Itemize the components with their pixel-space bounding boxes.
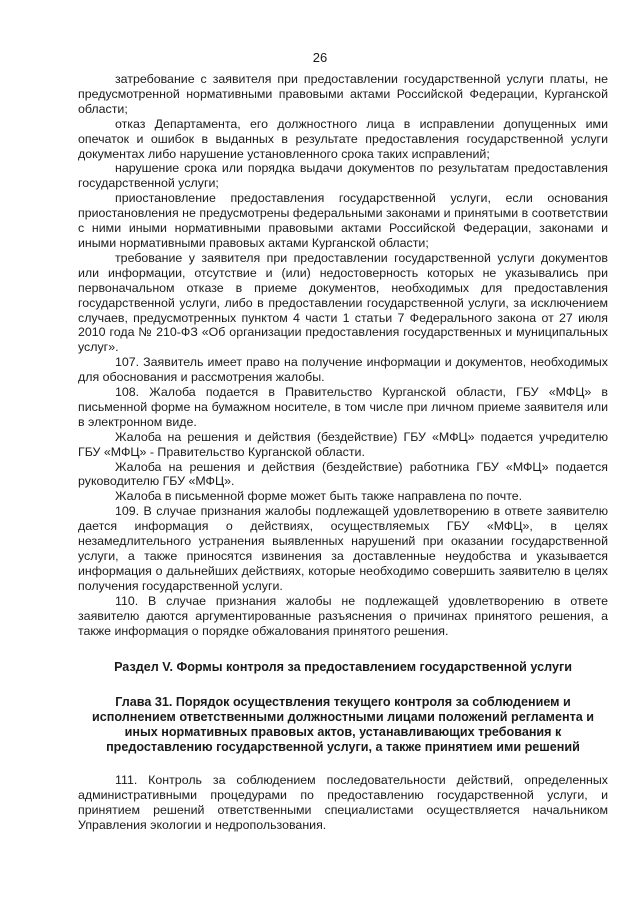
paragraph: требование у заявителя при предоставлении государственной услуги документов или информации, отсутствие и (или) недостоверность которых не указывались при первоначальном отказе в приеме документов, необходимых для предоставления государственной услуги, либо в предоставлении государственной услуги, за исключением случаев, предусмотренных пунктом 4 части 1 статьи 7 Федерального закона от 27 июля 2010 года № 210-ФЗ «Об организации предоставления государственных и муниципальных услуг».	[78, 250, 608, 355]
paragraph: затребование с заявителя при предоставлении государственной услуги платы, не предусмотренной нормативными правовыми актами Российской Федерации, Курганской области;	[78, 72, 608, 116]
paragraph: приостановление предоставления государственной услуги, если основания приостановления не предусмотрены федеральными законами и принятыми в соответствии с ними иными нормативными правовыми актами Российской Федерации, законами и иными нормативными правовых актами Курганской области;	[78, 191, 608, 250]
paragraph: 108. Жалоба подается в Правительство Курганской области, ГБУ «МФЦ» в письменной форме на бумажном носителе, в том числе при личном приеме заявителя или в электронном виде.	[78, 385, 608, 429]
paragraph: 110. В случае признания жалобы не подлежащей удовлетворению в ответе заявителю даются аргументированные разъяснения о причинах принятого решения, а также информация о порядке обжалования принятого решения.	[78, 593, 608, 638]
paragraph: 109. В случае признания жалобы подлежащей удовлетворению в ответе заявителю дается информация о действиях, осуществляемых ГБУ «МФЦ», в целях незамедлительного устранения выявленных нарушений при оказании государственной услуги, а также приносятся извинения за доставленные неудобства и указывается информация о дальнейших действиях, которые необходимо совершить заявителю в целях получения государственной услуги.	[78, 504, 608, 593]
page-number: 26	[312, 50, 328, 65]
paragraph: Жалоба на решения и действия (бездействие) ГБУ «МФЦ» подается учредителю ГБУ «МФЦ» - Правительство Курганской области.	[78, 429, 608, 459]
paragraph: Жалоба в письменной форме может быть также направлена по почте.	[115, 489, 523, 504]
document-body	[78, 72, 608, 833]
section-heading: Раздел V. Формы контроля за предоставлением государственной услуги	[114, 660, 572, 675]
paragraph: 107. Заявитель имеет право на получение информации и документов, необходимых для обоснования и рассмотрения жалобы.	[78, 355, 608, 385]
chapter-heading: Глава 31. Порядок осуществления текущего контроля за соблюдением и исполнением ответственными должностными лицами положений регламента и иных нормативных правовых актов, устанавливающих требования к предоставлению государственной услуги, а также принятием ими решений	[92, 695, 594, 755]
paragraph: 111. Контроль за соблюдением последовательности действий, определенных административными процедурами по предоставлению государственной услуги, и принятием решений ответственными специалистами осуществляется начальником Управления экологии и недропользования.	[78, 773, 608, 833]
paragraph: Жалоба на решения и действия (бездействие) работника ГБУ «МФЦ» подается руководителю ГБУ «МФЦ».	[78, 459, 608, 489]
paragraph: отказ Департамента, его должностного лица в исправлении допущенных ими опечаток и ошибок в выданных в результате предоставления государственной услуги документах либо нарушение установленного срока таких исправлений;	[78, 116, 608, 161]
paragraph: нарушение срока или порядка выдачи документов по результатам предоставления государственной услуги;	[78, 161, 608, 191]
